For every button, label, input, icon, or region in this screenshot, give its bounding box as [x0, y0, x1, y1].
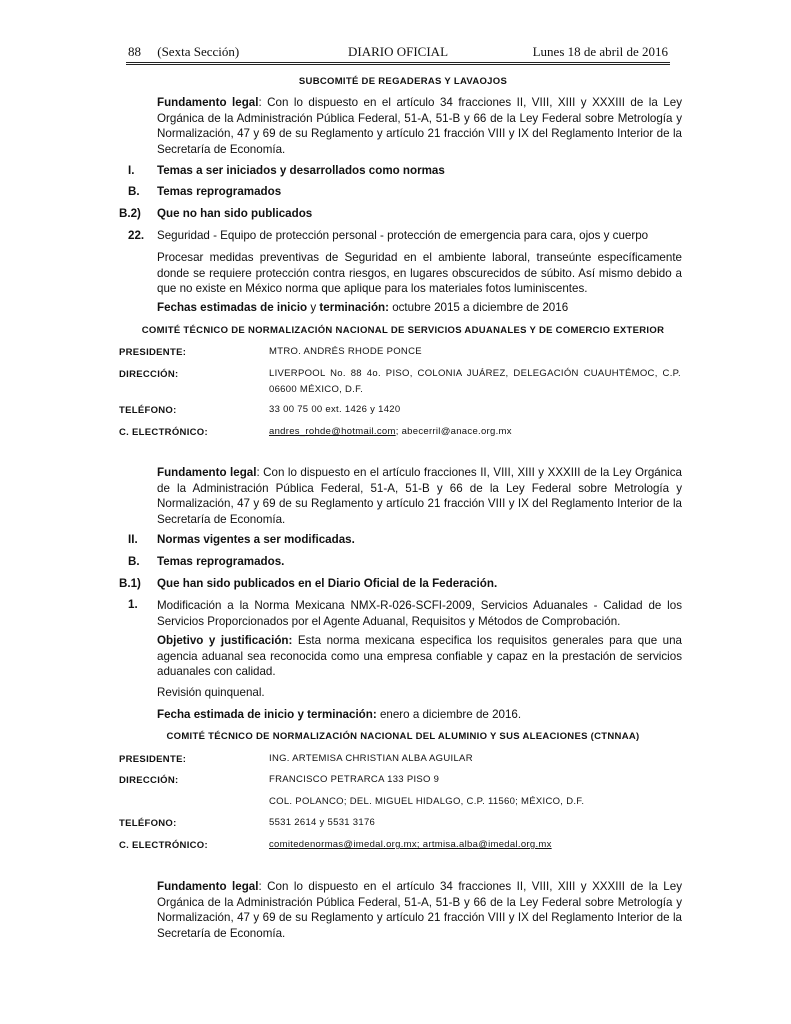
header-rule [126, 62, 670, 63]
correo-value [269, 837, 681, 853]
correo-label: C. ELECTRÓNICO: [119, 427, 208, 438]
correo-value [269, 424, 681, 440]
item-title: Modificación a la Norma Mexicana NMX-R-026-SCFI-2009, Servicios Aduanales - Calidad de los Servicios Proporcionados por el Agente Aduanal, Requisitos y Métodos de Comprobación. [157, 599, 682, 628]
roman-numeral: I. [128, 164, 135, 177]
roman-numeral: II. [128, 533, 138, 546]
subsection-title: Temas reprogramados. [157, 555, 285, 568]
fechas-label2: terminación: [319, 301, 389, 314]
direccion-value-line1: FRANCISCO PETRARCA 133 PISO 9 [269, 774, 440, 785]
fundamento-label: Fundamento legal [157, 96, 259, 109]
header-rule [126, 64, 670, 65]
subsection-title: Temas reprogramados [157, 185, 282, 198]
telefono-value: 33 00 75 00 ext. 1426 y 1420 [269, 404, 401, 415]
fechas-line [157, 300, 682, 316]
subsection-number: B.2) [119, 207, 141, 220]
publication-title: DIARIO OFICIAL [347, 44, 449, 59]
fundamento-label: Fundamento legal [157, 880, 259, 893]
page-number: 88 [128, 44, 141, 59]
objetivo-label: Objetivo y justificación: [157, 634, 293, 647]
fundamento-paragraph [157, 95, 682, 157]
item-number: 1. [128, 598, 138, 611]
telefono-value: 5531 2614 y 5531 3176 [269, 817, 376, 828]
telefono-label: TELÉFONO: [119, 818, 177, 829]
subsection-title: Que han sido publicados en el Diario Oficial de la Federación. [157, 577, 498, 590]
fundamento-text: : Con lo dispuesto en el artículo fracciones II, VIII, XIII y XXXIII de la Ley Orgánica de la Administración Pública Federal, 51-A, 51-B y 66 de la Ley Federal sobre Metrología y Normalización, 47 y 69 de su Reglamento y artículo 21 fracción VIII y IX del Reglamento Interior de la Secretaría de Economía. [157, 466, 683, 526]
publication-date: Lunes 18 de abril de 2016 [532, 44, 668, 59]
fecha-label: Fecha estimada de inicio y terminación: [157, 708, 377, 721]
section-title: Temas a ser iniciados y desarrollados como normas [157, 164, 445, 177]
fundamento-label: Fundamento legal [157, 466, 257, 479]
fecha-line [157, 707, 682, 723]
section-title: Normas vigentes a ser modificadas. [157, 533, 355, 546]
presidente-value: MTRO. ANDRÉS RHODE PONCE [269, 346, 422, 357]
item-title: Seguridad - Equipo de protección personal - protección de emergencia para cara, ojos y cuerpo [157, 229, 649, 242]
email-link[interactable]: comitedenormas@imedal.org.mx; artmisa.alba@imedal.org.mx [269, 839, 552, 850]
fechas-mid: y [307, 301, 320, 314]
fundamento-text: : Con lo dispuesto en el artículo 34 fracciones II, VIII, XIII y XXXIII de la Ley Orgánica de la Administración Pública Federal, 51-A, 51-B y 66 de la Ley Federal sobre Metrología y Normalización, 47 y 69 de su Reglamento y artículo 21 fracción VIII y IX del Reglamento Interior de la Secretaría de Economía. [157, 880, 682, 940]
objetivo-text: Esta norma mexicana especifica los requisitos generales para que una agencia aduanal sea reconocida como una empresa confiable y capaz en la prestación de servicios aduanales con calidad. [157, 634, 683, 679]
fechas-label: Fechas estimadas de inicio [157, 301, 308, 314]
item-number: 22. [128, 229, 145, 242]
correo-label: C. ELECTRÓNICO: [119, 840, 208, 851]
item-description: Procesar medidas preventivas de Seguridad en el ambiente laboral, transeúnte específicamente donde se requiere protección contra riesgos, en lugares obscurecidos de súbito. Así mismo debido a que no existe en México norma que aplique para los materiales fotos luminiscentes. [157, 251, 682, 296]
page-header [128, 44, 668, 62]
direccion-label: DIRECCIÓN: [119, 369, 179, 380]
direccion-value-line2: COL. POLANCO; DEL. MIGUEL HIDALGO, C.P. 11560; MÉXICO, D.F. [269, 796, 585, 807]
email-link[interactable]: andres_rohde@hotmail.com [269, 426, 396, 437]
objetivo-paragraph [157, 633, 682, 680]
fechas-value: octubre 2015 a diciembre de 2016 [388, 301, 569, 314]
telefono-label: TELÉFONO: [119, 405, 177, 416]
subcommittee-heading: SUBCOMITÉ DE REGADERAS Y LAVAOJOS [298, 76, 508, 87]
presidente-label: PRESIDENTE: [119, 347, 187, 358]
subsection-title: Que no han sido publicados [157, 207, 313, 220]
fundamento-paragraph [157, 879, 682, 941]
letter-numeral: B. [128, 185, 140, 198]
subsection-number: B.1) [119, 577, 141, 590]
committee-heading: COMITÉ TÉCNICO DE NORMALIZACIÓN NACIONAL DE SERVICIOS ADUANALES Y DE COMERCIO EXTERIOR [141, 325, 665, 336]
email-extra: ; abecerril@anace.org.mx [395, 426, 512, 437]
direccion-value: LIVERPOOL No. 88 4o. PISO, COLONIA JUÁREZ, DELEGACIÓN CUAUHTÉMOC, C.P. 06600 MÉXICO, D.F. [269, 368, 681, 395]
direccion-label: DIRECCIÓN: [119, 775, 179, 786]
presidente-label: PRESIDENTE: [119, 754, 187, 765]
presidente-value: ING. ARTEMISA CHRISTIAN ALBA AGUILAR [269, 753, 473, 764]
fundamento-paragraph [157, 465, 682, 527]
fundamento-text: : Con lo dispuesto en el artículo 34 fracciones II, VIII, XIII y XXXIII de la Ley Orgánica de la Administración Pública Federal, 51-A, 51-B y 66 de la Ley Federal sobre Metrología y Normalización, 47 y 69 de su Reglamento y artículo 21 fracción VIII y IX del Reglamento Interior de la Secretaría de Economía. [157, 96, 682, 156]
committee-heading: COMITÉ TÉCNICO DE NORMALIZACIÓN NACIONAL DEL ALUMINIO Y SUS ALEACIONES (CTNNAA) [166, 731, 640, 742]
revision-line: Revisión quinquenal. [157, 686, 265, 699]
letter-numeral: B. [128, 555, 140, 568]
fecha-value: enero a diciembre de 2016. [376, 708, 522, 721]
section-label: (Sexta Sección) [157, 44, 240, 59]
